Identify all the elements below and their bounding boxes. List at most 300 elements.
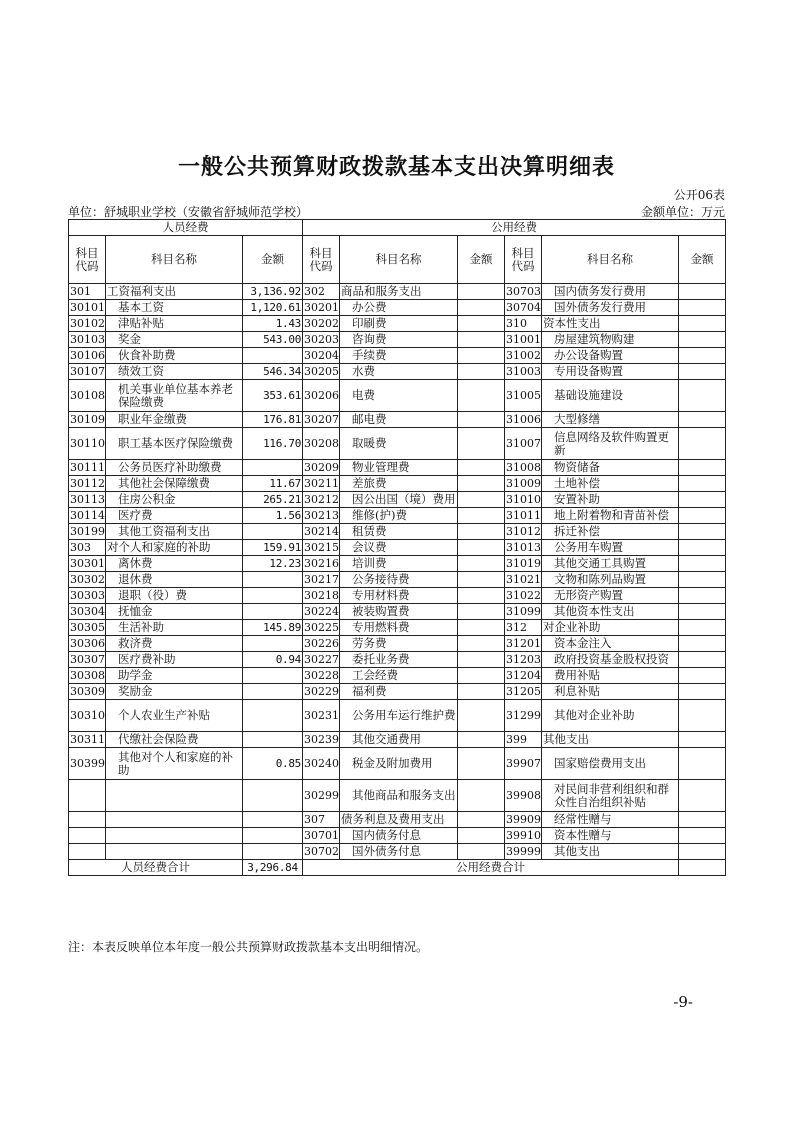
public-name-cell: 水费 <box>340 364 458 380</box>
personnel-code-cell: 30303 <box>70 589 105 602</box>
personnel-amount-cell: 1.43 <box>243 316 303 332</box>
public-code-cell: 30702 <box>304 845 340 858</box>
col-header-code: 科目代码 <box>303 236 340 284</box>
public-capital-amount-cell <box>679 508 726 524</box>
personnel-amount-cell: 145.89 <box>243 620 303 636</box>
personnel-amount-cell: 3,136.92 <box>243 284 303 300</box>
public-code-cell: 30206 <box>303 380 340 412</box>
personnel-amount-cell: 0.94 <box>243 652 303 668</box>
personnel-code-cell: 30110 <box>69 428 106 460</box>
public-code-cell: 30227 <box>304 653 340 666</box>
public-name-cell: 办公费 <box>340 300 458 316</box>
public-capital-amount-cell <box>679 540 726 556</box>
table-row <box>69 348 726 364</box>
public-capital-name-cell: 拆迁补偿 <box>542 524 679 540</box>
personnel-name-cell: 职工基本医疗保险缴费 <box>106 428 243 460</box>
public-code-cell: 30209 <box>304 461 340 474</box>
col-header-amount: 金额 <box>679 236 726 284</box>
public-name-cell: 咨询费 <box>340 332 458 348</box>
public-capital-code-cell: 31005 <box>505 380 542 412</box>
public-capital-amount-cell <box>679 812 726 828</box>
public-capital-code-cell: 31006 <box>506 413 542 426</box>
public-capital-code-cell: 312 <box>505 620 542 636</box>
col-header-amount: 金额 <box>243 236 303 284</box>
public-capital-amount-cell <box>679 780 726 812</box>
public-capital-name-cell: 对企业补助 <box>542 620 679 636</box>
table-row <box>69 748 726 780</box>
personnel-amount-cell <box>243 604 303 620</box>
public-capital-amount-cell <box>679 572 726 588</box>
personnel-code-cell: 30107 <box>70 365 105 378</box>
expenditure-table <box>68 219 726 876</box>
personnel-name-cell: 机关事业单位基本养老保险缴费 <box>106 380 243 412</box>
public-capital-amount-cell <box>679 460 726 476</box>
personnel-amount-cell <box>243 636 303 652</box>
public-capital-name-cell: 基础设施建设 <box>542 380 679 412</box>
public-amount-cell <box>458 460 505 476</box>
personnel-code-cell: 30301 <box>70 557 105 570</box>
table-row <box>69 652 726 668</box>
table-row <box>69 332 726 348</box>
personnel-code-cell: 301 <box>69 284 106 300</box>
public-capital-name-cell: 资本性支出 <box>542 316 679 332</box>
public-capital-name-cell: 信息网络及软件购置更新 <box>542 428 679 460</box>
public-capital-name-cell: 土地补偿 <box>542 476 679 492</box>
public-capital-code-cell: 31010 <box>506 493 542 506</box>
public-code-cell: 30228 <box>304 669 340 682</box>
public-capital-amount-cell <box>679 828 726 844</box>
col-header-code: 科目代码 <box>69 236 106 284</box>
personnel-name-cell: 助学金 <box>106 668 243 684</box>
personnel-amount-cell <box>243 524 303 540</box>
public-total-amount <box>679 860 726 876</box>
public-capital-code-cell: 31205 <box>506 685 542 698</box>
personnel-name-cell: 奖励金 <box>106 684 243 700</box>
public-name-cell: 专用材料费 <box>340 588 458 604</box>
public-capital-code-cell: 31201 <box>506 637 542 650</box>
public-code-cell: 30202 <box>304 317 340 330</box>
public-code-cell: 30213 <box>304 509 340 522</box>
table-row <box>69 620 726 636</box>
public-capital-code-cell: 31203 <box>506 653 542 666</box>
personnel-code-cell: 303 <box>69 540 106 556</box>
public-amount-cell <box>458 428 505 460</box>
col-header-code: 科目代码 <box>505 236 542 284</box>
personnel-code-cell: 30309 <box>70 685 105 698</box>
public-name-cell: 差旅费 <box>340 476 458 492</box>
public-capital-name-cell: 政府投资基金股权投资 <box>542 652 679 668</box>
public-amount-cell <box>458 300 505 316</box>
public-amount-cell <box>458 748 505 780</box>
personnel-name-cell: 绩效工资 <box>106 364 243 380</box>
public-code-cell: 30231 <box>303 700 340 732</box>
personnel-amount-cell: 265.21 <box>243 492 303 508</box>
public-code-cell: 30201 <box>304 301 340 314</box>
page-number: -9- <box>673 993 693 1011</box>
public-capital-amount-cell <box>679 284 726 300</box>
col-header-name: 科目名称 <box>340 236 458 284</box>
public-code-cell: 30214 <box>304 525 340 538</box>
public-amount-cell <box>458 348 505 364</box>
personnel-name-cell: 工资福利支出 <box>106 284 243 300</box>
public-name-cell: 公务接待费 <box>340 572 458 588</box>
public-amount-cell <box>458 844 505 860</box>
public-capital-amount-cell <box>679 604 726 620</box>
public-code-cell: 30225 <box>304 621 340 634</box>
public-code-cell: 302 <box>303 284 340 300</box>
public-capital-amount-cell <box>679 380 726 412</box>
public-capital-amount-cell <box>679 588 726 604</box>
public-amount-cell <box>458 684 505 700</box>
personnel-amount-cell <box>243 348 303 364</box>
personnel-amount-cell <box>243 844 303 860</box>
table-row <box>69 492 726 508</box>
table-row <box>69 588 726 604</box>
public-amount-cell <box>458 524 505 540</box>
personnel-name-cell <box>106 844 243 860</box>
table-row <box>69 380 726 412</box>
table-row <box>69 844 726 860</box>
personnel-name-cell: 其他对个人和家庭的补助 <box>106 748 243 780</box>
public-capital-name-cell: 公务用车购置 <box>542 540 679 556</box>
personnel-name-cell: 职业年金缴费 <box>106 412 243 428</box>
public-capital-name-cell: 房屋建筑物购建 <box>542 332 679 348</box>
personnel-amount-cell <box>243 828 303 844</box>
table-row <box>69 284 726 300</box>
public-amount-cell <box>458 828 505 844</box>
public-amount-cell <box>458 476 505 492</box>
public-amount-cell <box>458 540 505 556</box>
public-name-cell: 印刷费 <box>340 316 458 332</box>
public-amount-cell <box>458 588 505 604</box>
public-name-cell: 福利费 <box>340 684 458 700</box>
public-capital-name-cell: 其他支出 <box>542 732 679 748</box>
personnel-amount-cell: 12.23 <box>243 556 303 572</box>
personnel-code-cell: 30199 <box>70 525 105 538</box>
public-capital-amount-cell <box>679 844 726 860</box>
public-capital-name-cell: 物资储备 <box>542 460 679 476</box>
public-capital-amount-cell <box>679 620 726 636</box>
personnel-code-cell: 30106 <box>70 349 105 362</box>
personnel-code-cell: 30310 <box>69 700 106 732</box>
personnel-amount-cell: 1.56 <box>243 508 303 524</box>
public-code-cell: 30205 <box>304 365 340 378</box>
public-capital-name-cell: 对民间非营利组织和群众性自治组织补贴 <box>542 780 679 812</box>
public-amount-cell <box>458 380 505 412</box>
public-capital-amount-cell <box>679 556 726 572</box>
public-capital-amount-cell <box>679 332 726 348</box>
public-amount-cell <box>458 812 505 828</box>
public-capital-code-cell: 39908 <box>505 780 542 812</box>
personnel-amount-cell <box>243 812 303 828</box>
public-capital-name-cell: 文物和陈列品购置 <box>542 572 679 588</box>
public-code-cell: 30239 <box>304 733 340 746</box>
public-capital-code-cell: 31022 <box>506 589 542 602</box>
personnel-amount-cell: 116.70 <box>243 428 303 460</box>
public-name-cell: 商品和服务支出 <box>340 284 458 300</box>
personnel-code-cell: 30112 <box>70 477 105 490</box>
public-capital-code-cell: 31099 <box>506 605 542 618</box>
public-amount-cell <box>458 412 505 428</box>
personnel-name-cell: 救济费 <box>106 636 243 652</box>
personnel-name-cell <box>106 812 243 828</box>
public-capital-amount-cell <box>679 700 726 732</box>
personnel-group-header: 人员经费 <box>69 220 303 236</box>
table-row <box>69 812 726 828</box>
personnel-code-cell <box>69 812 106 828</box>
personnel-name-cell: 其他工资福利支出 <box>106 524 243 540</box>
personnel-code-cell: 30114 <box>70 509 105 522</box>
public-capital-code-cell: 399 <box>505 732 542 748</box>
amount-unit: 金额单位：万元 <box>640 205 725 219</box>
personnel-amount-cell: 353.61 <box>243 380 303 412</box>
group-header-row <box>69 220 726 236</box>
public-capital-code-cell: 39909 <box>506 813 542 826</box>
public-capital-code-cell: 310 <box>505 316 542 332</box>
public-capital-name-cell: 其他交通工具购置 <box>542 556 679 572</box>
public-amount-cell <box>458 284 505 300</box>
personnel-amount-cell: 11.67 <box>243 476 303 492</box>
public-code-cell: 30215 <box>304 541 340 554</box>
public-code-cell: 30299 <box>303 780 340 812</box>
table-body <box>69 284 726 860</box>
table-row <box>69 732 726 748</box>
public-capital-amount-cell <box>679 636 726 652</box>
public-capital-code-cell: 31204 <box>506 669 542 682</box>
personnel-amount-cell <box>243 732 303 748</box>
public-capital-code-cell: 31011 <box>506 509 542 522</box>
public-code-cell: 30208 <box>303 428 340 460</box>
table-row <box>69 780 726 812</box>
personnel-code-cell <box>69 828 106 844</box>
public-capital-amount-cell <box>679 668 726 684</box>
table-row <box>69 572 726 588</box>
public-amount-cell <box>458 732 505 748</box>
public-amount-cell <box>458 636 505 652</box>
personnel-amount-cell: 0.85 <box>243 748 303 780</box>
table-row <box>69 524 726 540</box>
public-capital-name-cell: 其他支出 <box>542 844 679 860</box>
table-row <box>69 668 726 684</box>
public-capital-code-cell: 31009 <box>506 477 542 490</box>
public-amount-cell <box>458 492 505 508</box>
personnel-code-cell <box>69 844 106 860</box>
public-code-cell: 30216 <box>304 557 340 570</box>
personnel-amount-cell <box>243 684 303 700</box>
public-capital-amount-cell <box>679 684 726 700</box>
public-capital-amount-cell <box>679 652 726 668</box>
table-row <box>69 508 726 524</box>
table-row <box>69 428 726 460</box>
public-name-cell: 手续费 <box>340 348 458 364</box>
column-header-row <box>69 236 726 284</box>
public-code-cell: 30203 <box>304 333 340 346</box>
public-name-cell: 物业管理费 <box>340 460 458 476</box>
public-capital-amount-cell <box>679 492 726 508</box>
public-capital-name-cell: 经常性赠与 <box>542 812 679 828</box>
col-header-amount: 金额 <box>458 236 505 284</box>
public-amount-cell <box>458 316 505 332</box>
personnel-code-cell: 30304 <box>70 605 105 618</box>
public-capital-code-cell: 31021 <box>506 573 542 586</box>
public-code-cell: 30240 <box>303 748 340 780</box>
public-capital-name-cell: 地上附着物和青苗补偿 <box>542 508 679 524</box>
page-title: 一般公共预算财政拨款基本支出决算明细表 <box>177 154 615 180</box>
public-amount-cell <box>458 332 505 348</box>
personnel-amount-cell: 546.34 <box>243 364 303 380</box>
reporting-unit: 单位：舒城职业学校（安徽省舒城师范学校） <box>68 205 309 219</box>
public-name-cell: 国外债务付息 <box>340 844 458 860</box>
public-capital-name-cell: 国内债务发行费用 <box>542 284 679 300</box>
public-group-header: 公用经费 <box>303 220 726 236</box>
personnel-amount-cell <box>243 460 303 476</box>
public-capital-name-cell: 无形资产购置 <box>542 588 679 604</box>
public-name-cell: 其他交通费用 <box>340 732 458 748</box>
public-capital-amount-cell <box>679 348 726 364</box>
public-amount-cell <box>458 364 505 380</box>
table-row <box>69 316 726 332</box>
public-capital-name-cell: 大型修缮 <box>542 412 679 428</box>
table-row <box>69 412 726 428</box>
personnel-code-cell: 30109 <box>70 413 105 426</box>
public-name-cell: 因公出国（境）费用 <box>340 492 458 508</box>
public-capital-name-cell: 其他对企业补助 <box>542 700 679 732</box>
public-capital-code-cell: 39910 <box>506 829 542 842</box>
public-capital-amount-cell <box>679 524 726 540</box>
personnel-name-cell: 伙食补助费 <box>106 348 243 364</box>
public-amount-cell <box>458 668 505 684</box>
public-amount-cell <box>458 556 505 572</box>
personnel-name-cell: 其他社会保障缴费 <box>106 476 243 492</box>
table-note: 注：本表反映单位本年度一般公共预算财政拨款基本支出明细情况。 <box>68 940 429 954</box>
public-code-cell: 30211 <box>304 477 340 490</box>
public-code-cell: 30226 <box>304 637 340 650</box>
public-name-cell: 租赁费 <box>340 524 458 540</box>
public-capital-name-cell: 专用设备购置 <box>542 364 679 380</box>
personnel-code-cell: 30101 <box>70 301 105 314</box>
personnel-amount-cell <box>243 668 303 684</box>
personnel-code-cell: 30102 <box>70 317 105 330</box>
personnel-code-cell: 30108 <box>69 380 106 412</box>
public-amount-cell <box>458 604 505 620</box>
personnel-name-cell: 奖金 <box>106 332 243 348</box>
personnel-name-cell: 退休费 <box>106 572 243 588</box>
public-capital-name-cell: 其他资本性支出 <box>542 604 679 620</box>
public-capital-code-cell: 31008 <box>506 461 542 474</box>
table-row <box>69 828 726 844</box>
table-row <box>69 460 726 476</box>
personnel-name-cell <box>106 828 243 844</box>
public-capital-name-cell: 利息补贴 <box>542 684 679 700</box>
public-capital-code-cell: 31002 <box>506 349 542 362</box>
public-name-cell: 电费 <box>340 380 458 412</box>
public-name-cell: 税金及附加费用 <box>340 748 458 780</box>
personnel-name-cell: 医疗费补助 <box>106 652 243 668</box>
public-capital-name-cell: 办公设备购置 <box>542 348 679 364</box>
public-code-cell: 30207 <box>304 413 340 426</box>
public-name-cell: 公务用车运行维护费 <box>340 700 458 732</box>
public-name-cell: 培训费 <box>340 556 458 572</box>
public-amount-cell <box>458 780 505 812</box>
public-capital-code-cell: 31013 <box>506 541 542 554</box>
public-amount-cell <box>458 620 505 636</box>
public-code-cell: 30204 <box>304 349 340 362</box>
public-capital-code-cell: 39907 <box>505 748 542 780</box>
personnel-code-cell <box>69 780 106 812</box>
personnel-amount-cell: 1,120.61 <box>243 300 303 316</box>
personnel-name-cell: 医疗费 <box>106 508 243 524</box>
personnel-code-cell: 30113 <box>70 493 105 506</box>
public-capital-code-cell: 39999 <box>506 845 542 858</box>
table-row <box>69 636 726 652</box>
personnel-name-cell: 住房公积金 <box>106 492 243 508</box>
personnel-code-cell: 30103 <box>70 333 105 346</box>
public-capital-amount-cell <box>679 428 726 460</box>
public-name-cell: 邮电费 <box>340 412 458 428</box>
totals-row <box>69 860 726 876</box>
personnel-total-label: 人员经费合计 <box>69 860 243 876</box>
personnel-name-cell: 津贴补贴 <box>106 316 243 332</box>
public-name-cell: 其他商品和服务支出 <box>340 780 458 812</box>
personnel-code-cell: 30308 <box>70 669 105 682</box>
public-amount-cell <box>458 700 505 732</box>
public-capital-name-cell: 资本金注入 <box>542 636 679 652</box>
public-capital-name-cell: 安置补助 <box>542 492 679 508</box>
table-row <box>69 540 726 556</box>
public-capital-code-cell: 30703 <box>506 285 542 298</box>
public-capital-code-cell: 31007 <box>505 428 542 460</box>
personnel-name-cell: 对个人和家庭的补助 <box>106 540 243 556</box>
public-capital-code-cell: 31003 <box>506 365 542 378</box>
public-code-cell: 30224 <box>304 605 340 618</box>
public-code-cell: 30229 <box>304 685 340 698</box>
public-capital-amount-cell <box>679 300 726 316</box>
table-row <box>69 684 726 700</box>
table-row <box>69 700 726 732</box>
table-row <box>69 604 726 620</box>
personnel-name-cell: 退职（役）费 <box>106 588 243 604</box>
public-code-cell: 307 <box>303 812 340 828</box>
public-name-cell: 委托业务费 <box>340 652 458 668</box>
personnel-code-cell: 30305 <box>70 621 105 634</box>
public-name-cell: 债务利息及费用支出 <box>340 812 458 828</box>
public-capital-code-cell: 31299 <box>505 700 542 732</box>
public-name-cell: 工会经费 <box>340 668 458 684</box>
public-code-cell: 30701 <box>304 829 340 842</box>
personnel-total-amount: 3,296.84 <box>243 860 303 876</box>
public-capital-amount-cell <box>679 748 726 780</box>
personnel-name-cell: 生活补助 <box>106 620 243 636</box>
form-number: 公开06表 <box>673 188 725 202</box>
personnel-name-cell: 个人农业生产补贴 <box>106 700 243 732</box>
public-capital-amount-cell <box>679 412 726 428</box>
personnel-name-cell: 基本工资 <box>106 300 243 316</box>
table-row <box>69 476 726 492</box>
public-name-cell: 取暖费 <box>340 428 458 460</box>
public-name-cell: 被装购置费 <box>340 604 458 620</box>
public-code-cell: 30218 <box>304 589 340 602</box>
personnel-name-cell: 抚恤金 <box>106 604 243 620</box>
personnel-amount-cell: 159.91 <box>243 540 303 556</box>
personnel-amount-cell: 176.81 <box>243 412 303 428</box>
public-capital-amount-cell <box>679 476 726 492</box>
table-row <box>69 556 726 572</box>
public-amount-cell <box>458 652 505 668</box>
col-header-name: 科目名称 <box>542 236 679 284</box>
public-capital-name-cell: 资本性赠与 <box>542 828 679 844</box>
personnel-amount-cell <box>243 700 303 732</box>
public-code-cell: 30217 <box>304 573 340 586</box>
